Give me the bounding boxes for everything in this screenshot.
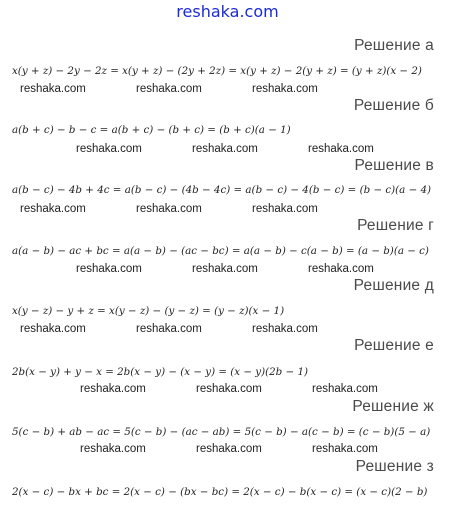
solution-a-formula: x(y + z) − 2y − 2z = x(y + z) − (2y + 2z) = x(y + z) − 2(y + z) = (y + z)(x − 2): [12, 65, 422, 77]
solution-e-formula: 2b(x − y) + y − x = 2b(x − y) − (x − y) = (x − y)(2b − 1): [12, 366, 309, 378]
solution-zh-heading: Решение ж: [352, 398, 434, 415]
watermark: reshaka.com: [136, 203, 202, 215]
watermark: reshaka.com: [312, 443, 378, 455]
watermark: reshaka.com: [76, 263, 142, 275]
watermark: reshaka.com: [80, 383, 146, 395]
solution-d-heading: Решение д: [353, 277, 434, 294]
watermark: reshaka.com: [80, 443, 146, 455]
site-logo: reshaka.com: [176, 2, 279, 21]
watermark: reshaka.com: [252, 323, 318, 335]
solution-zh-formula: 5(c − b) + ab − ac = 5(c − b) − (ac − ab) = 5(c − b) − a(c − b) = (c − b)(5 − a): [12, 426, 431, 438]
watermark: reshaka.com: [20, 83, 86, 95]
solution-g-formula: a(a − b) − ac + bc = a(a − b) − (ac − bc) = a(a − b) − c(a − b) = (a − b)(a − c): [12, 245, 429, 257]
watermark: reshaka.com: [312, 383, 378, 395]
solution-g-heading: Решение г: [357, 217, 434, 234]
watermark: reshaka.com: [20, 323, 86, 335]
watermark: reshaka.com: [136, 323, 202, 335]
watermark: reshaka.com: [192, 143, 258, 155]
solution-z-formula: 2(x − c) − bx + bc = 2(x − c) − (bx − bc) = 2(x − c) − b(x − c) = (x − c)(2 − b): [12, 486, 428, 498]
solution-e-heading: Решение е: [354, 337, 434, 354]
solution-v-heading: Решение в: [354, 157, 434, 174]
watermark: reshaka.com: [308, 263, 374, 275]
watermark: reshaka.com: [196, 443, 262, 455]
solution-d-formula: x(y − z) − y + z = x(y − z) − (y − z) = (y − z)(x − 1): [12, 305, 285, 317]
watermark: reshaka.com: [136, 83, 202, 95]
solution-b-heading: Решение б: [353, 97, 434, 114]
solution-b-formula: a(b + c) − b − c = a(b + c) − (b + c) = (b + c)(a − 1): [12, 124, 291, 136]
watermark: reshaka.com: [252, 83, 318, 95]
watermark: reshaka.com: [196, 383, 262, 395]
watermark: reshaka.com: [76, 143, 142, 155]
solution-v-formula: a(b − c) − 4b + 4c = a(b − c) − (4b − 4c) = a(b − c) − 4(b − c) = (b − c)(a − 4): [12, 184, 432, 196]
watermark: reshaka.com: [252, 203, 318, 215]
solution-z-heading: Решение з: [355, 458, 434, 475]
watermark: reshaka.com: [192, 263, 258, 275]
solution-a-heading: Решение а: [354, 37, 434, 54]
watermark: reshaka.com: [20, 203, 86, 215]
watermark: reshaka.com: [308, 143, 374, 155]
